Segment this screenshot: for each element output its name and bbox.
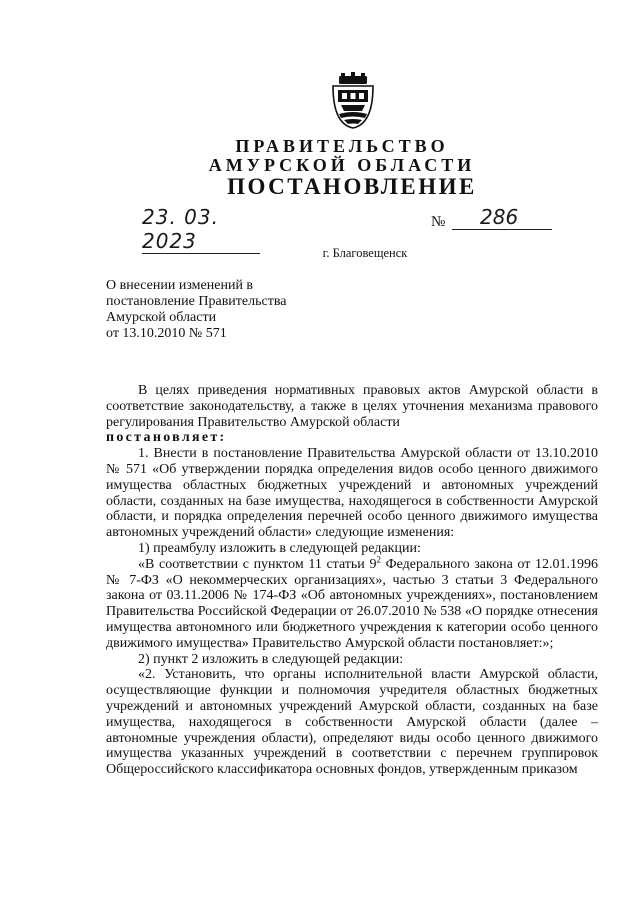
resolves-word: постановляет: bbox=[106, 430, 227, 446]
government-title-line1: ПРАВИТЕЛЬСТВО bbox=[235, 136, 449, 156]
number-sign: № bbox=[431, 214, 446, 230]
decree-body bbox=[106, 383, 598, 778]
subject-line: постановление Правительства bbox=[106, 294, 287, 309]
quoted-preamble-paragraph: «В соответствии с пунктом 11 статьи $9^2$ Федерального закона от 12.01.1996 № 7-ФЗ «О некоммерческих организациях», частью 3 статьи 3 Федерального закона от 03.11.2006 № 174-ФЗ «Об автономных учреждениях», постановлением Правительства Российской Федерации от 26.07.2010 № 538 «О порядке отнесения имущества автономного или бюджетного учреждения к категории особо ценного движимого имущества» Правительство Амурской области постановляет:»; bbox=[106, 554, 598, 651]
document-type-title: ПОСТАНОВЛЕНИЕ bbox=[227, 174, 477, 199]
item-1-2-paragraph: 2) пункт 2 изложить в следующей редакции: bbox=[138, 651, 404, 667]
subject-line: от 13.10.2010 № 571 bbox=[106, 326, 227, 341]
decree-number: 286 bbox=[452, 205, 552, 230]
decree-subject bbox=[106, 278, 286, 342]
item-1-1-paragraph: 1) преамбулу изложить в следующей редакции: bbox=[138, 540, 421, 556]
decree-date: 23. 03. 2023 bbox=[142, 205, 260, 254]
item-1-paragraph: 1. Внести в постановление Правительства Амурской области от 13.10.2010 № 571 «Об утверждении порядка определения видов особо ценного движимого имущества областных бюджетных учреждений и автономных учреждений области, созданных на базе имущества, находящегося в собственности Амурской области, и порядка определения перечней особо ценного движимого имущества автономных учреждений области» следующие изменения: bbox=[106, 446, 598, 541]
quoted-item-2-paragraph: «2. Установить, что органы исполнительной власти Амурской области, осуществляющие функции и полномочия учредителя областных бюджетных учреждений и автономных учреждений Амурской области, созданных на базе имущества, находящегося в собственности Амурской области (далее – автономные учреждения области), определяют виды особо ценного движимого имущества указанных учреждений в соответствии с перечнем группировок Общероссийского классификатора основных фондов, утвержденным приказом bbox=[106, 667, 598, 778]
preamble-paragraph: В целях приведения нормативных правовых актов Амурской области в соответствие законодательству, а также в целях уточнения механизма правового регулирования Правительство Амурской области bbox=[106, 383, 598, 430]
subject-line: О внесении изменений в bbox=[106, 278, 254, 293]
government-title-line2: АМУРСКОЙ ОБЛАСТИ bbox=[208, 155, 476, 175]
amur-region-coat-of-arms-icon bbox=[329, 72, 377, 130]
subject-line: Амурской области bbox=[106, 310, 217, 325]
city-name: г. Благовещенск bbox=[322, 246, 408, 260]
